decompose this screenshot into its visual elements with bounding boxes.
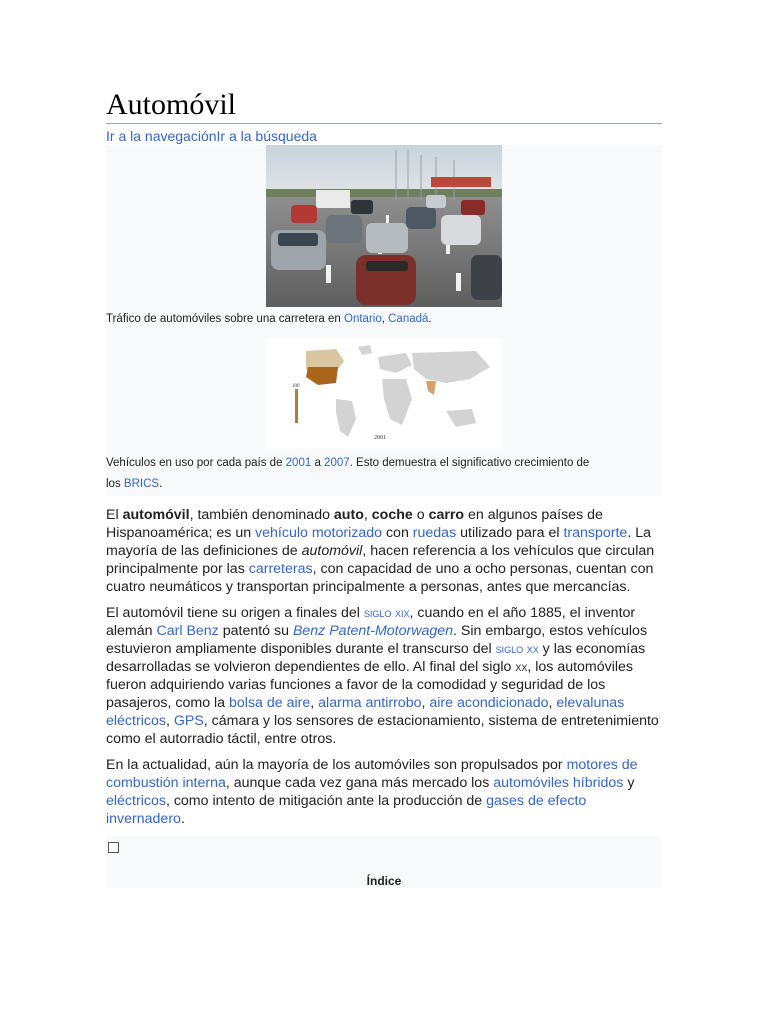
text: y <box>623 775 635 791</box>
caption-mid: a <box>311 457 325 469</box>
map-legend-top: 100 <box>292 384 300 389</box>
term-automovil: automóvil <box>122 507 190 523</box>
term-carro: carro <box>428 507 465 523</box>
siglo-xx-link[interactable]: siglo xx <box>495 641 539 656</box>
text: con <box>382 525 413 541</box>
text: . La mayoría de las definiciones de <box>106 525 651 559</box>
bolsa-de-aire-link[interactable]: bolsa de aire <box>229 695 311 711</box>
automoviles-hibridos-link[interactable]: automóviles híbridos <box>493 775 624 791</box>
text: , con capacidad de uno a ocho personas, cuentan con cuatro neumáticos y transportan principalmente a personas, antes que mercancías. <box>106 561 654 595</box>
canada-link[interactable]: Canadá <box>388 313 429 325</box>
gps-link[interactable]: GPS <box>173 713 204 729</box>
carl-benz-link[interactable]: Carl Benz <box>156 623 219 639</box>
carreteras-link[interactable]: carreteras <box>248 561 313 577</box>
year-2001-link[interactable]: 2001 <box>285 457 312 469</box>
page-title: Automóvil <box>106 88 662 124</box>
text: , también denominado <box>189 507 334 523</box>
intro-paragraph <box>106 506 662 596</box>
traffic-caption <box>106 309 626 330</box>
article-body <box>106 506 662 828</box>
siglo-xix-link[interactable]: siglo xix <box>363 605 410 620</box>
text: patentó su <box>218 623 293 639</box>
elevalunas-link[interactable]: elevalunas eléctricos <box>106 695 625 729</box>
transporte-link[interactable]: transporte <box>563 525 628 541</box>
text: y las economías desarrolladas se volvieron dependientes de ello. Al final del siglo <box>106 641 646 675</box>
search-link[interactable]: Ir a la búsqueda <box>216 128 317 144</box>
text: . Sin embargo, estos vehículos estuvieron ampliamente disponibles durante el transcurso del <box>106 623 648 657</box>
text: , cuando en el año 1885, el inventor alemán <box>106 605 636 639</box>
motores-combustion-link[interactable]: motores de combustión interna <box>106 757 638 791</box>
text: , como intento de mitigación ante la producción de <box>165 793 487 809</box>
text: . <box>180 811 185 827</box>
gases-invernadero-link[interactable]: gases de efecto invernadero <box>106 793 587 827</box>
text: , <box>165 713 174 729</box>
toc-toggle-checkbox[interactable] <box>108 842 119 853</box>
text: , cámara y los sensores de estacionamiento, sistema de entretenimiento como el autorradio táctil, entre otros. <box>106 713 659 747</box>
toc-title: Índice <box>366 874 402 888</box>
brics-link[interactable]: BRICS <box>123 478 160 490</box>
text: utilizado para el <box>456 525 564 541</box>
vehiculo-motorizado-link[interactable]: vehículo motorizado <box>255 525 383 541</box>
aire-acondicionado-link[interactable]: aire acondicionado <box>429 695 549 711</box>
map-caption <box>106 453 626 495</box>
ruedas-link[interactable]: ruedas <box>412 525 457 541</box>
text: El automóvil tiene su origen a finales del <box>106 605 364 621</box>
text: o <box>412 507 429 523</box>
text: El <box>106 507 123 523</box>
caption-text: Vehículos en uso por cada país de <box>106 457 286 469</box>
map-year-label: 2001 <box>374 435 386 441</box>
table-of-contents <box>106 836 662 888</box>
term-coche: coche <box>371 507 413 523</box>
text: , aunque cada vez gana más mercado los <box>225 775 494 791</box>
text: , <box>363 507 372 523</box>
caption-end: . <box>159 478 163 490</box>
vehicles-map-figure <box>106 339 662 496</box>
history-paragraph <box>106 604 662 748</box>
caption-end: . <box>428 313 432 325</box>
caption-text-after: . Esto demuestra el significativo crecimiento de <box>349 457 590 469</box>
caption-line2: los <box>106 478 124 490</box>
year-2007-link[interactable]: 2007 <box>324 457 350 469</box>
text: , <box>548 695 557 711</box>
nav-link[interactable]: Ir a la navegación <box>106 128 217 144</box>
text: , los automóviles fueron adquiriendo varias funciones a favor de la comodidad y seguridad de los pasajeros, como la <box>106 659 634 711</box>
text: , <box>421 695 430 711</box>
caption-sep: , <box>381 313 389 325</box>
world-vehicles-map[interactable] <box>266 339 502 449</box>
text: , <box>310 695 319 711</box>
benz-motorwagen-link[interactable]: Benz Patent-Motorwagen <box>292 623 454 639</box>
text: , hacen referencia a los vehículos que circulan principalmente por las <box>106 543 655 577</box>
current-paragraph <box>106 756 662 828</box>
electricos-link[interactable]: eléctricos <box>106 793 166 809</box>
text: En la actualidad, aún la mayoría de los automóviles son propulsados por <box>106 757 567 773</box>
ontario-link[interactable]: Ontario <box>344 313 382 325</box>
alarma-antirrobo-link[interactable]: alarma antirrobo <box>318 695 422 711</box>
term-automovil-italic: automóvil <box>301 543 363 559</box>
jump-links <box>106 127 662 145</box>
term-auto: auto <box>333 507 364 523</box>
traffic-photo[interactable] <box>266 145 502 307</box>
article <box>106 88 662 888</box>
text-siglo-xx: xx <box>515 659 528 674</box>
text: en algunos países de Hispanoamérica; es un <box>106 507 603 541</box>
caption-text: Tráfico de automóviles sobre una carretera en <box>106 313 345 325</box>
